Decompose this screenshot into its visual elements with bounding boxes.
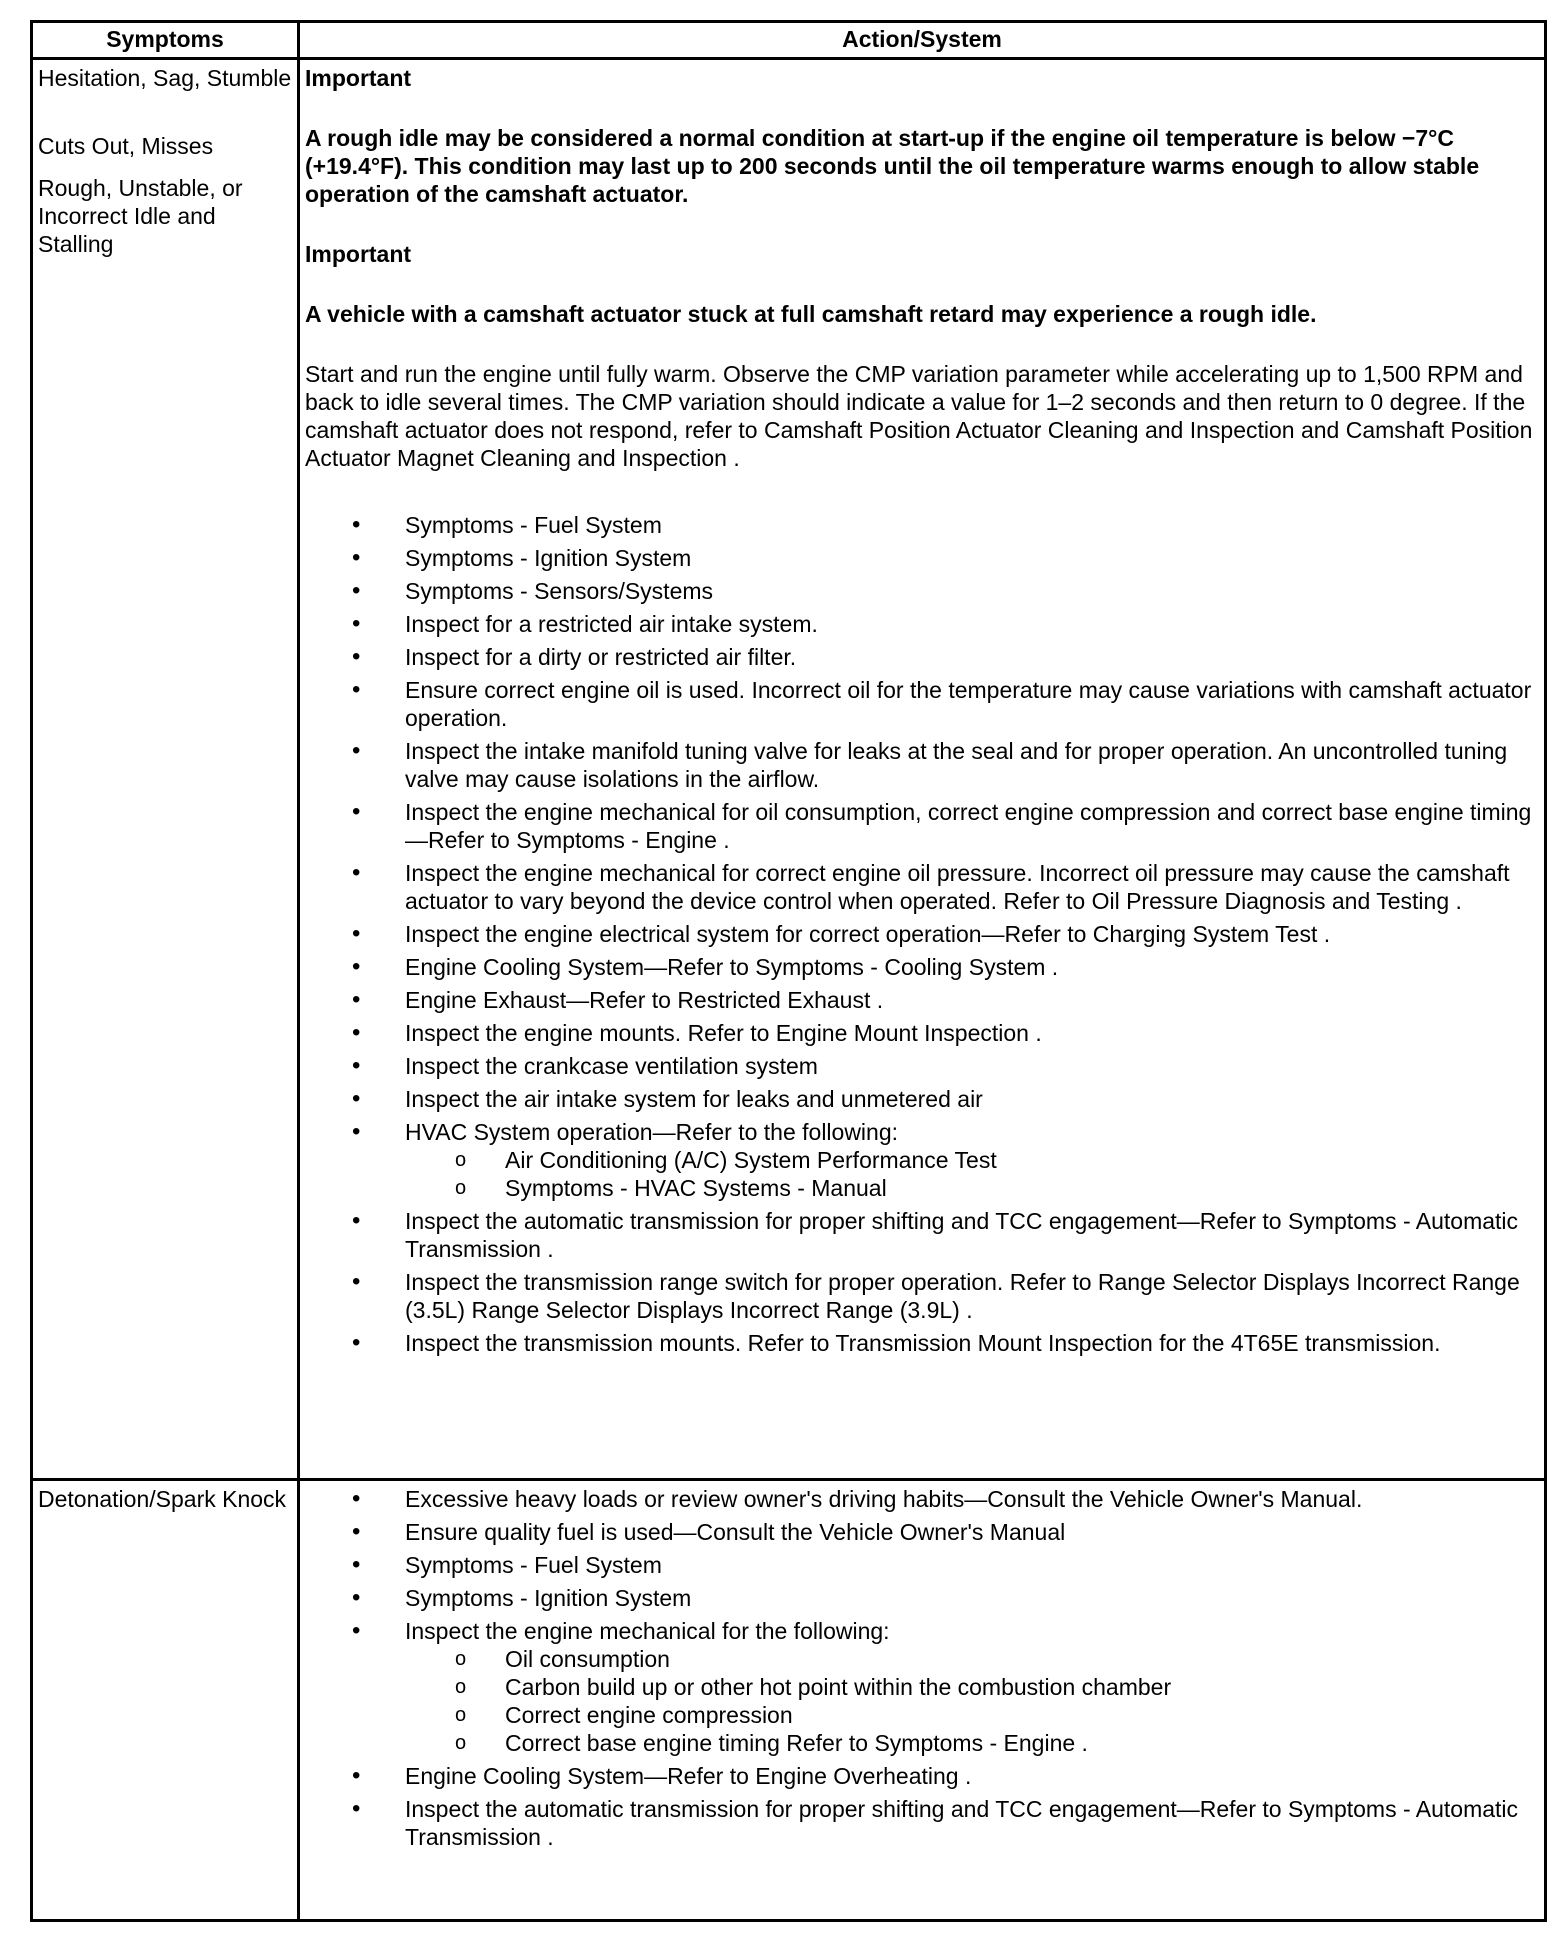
list-item: • Inspect the automatic transmission for proper shifting and TCC engagement—Refer to Symptoms - Automatic Transmission . — [305, 1795, 1539, 1851]
list-item-text: HVAC System operation—Refer to the following: — [405, 1119, 899, 1145]
symptoms-table — [30, 20, 1547, 1922]
list-item: • Inspect the crankcase ventilation system — [305, 1052, 1539, 1080]
sub-list-item: o Air Conditioning (A/C) System Performance Test — [405, 1146, 1539, 1174]
list-item: • Symptoms - Fuel System — [305, 1551, 1539, 1579]
sub-list-item: o Carbon build up or other hot point within the combustion chamber — [405, 1673, 1539, 1701]
list-item: • Engine Exhaust—Refer to Restricted Exhaust . — [305, 986, 1539, 1014]
list-item-hvac — [305, 1118, 1539, 1202]
symptom-item: Hesitation, Sag, Stumble — [38, 65, 292, 91]
list-item: • Engine Cooling System—Refer to Symptoms - Cooling System . — [305, 953, 1539, 981]
list-item: • Inspect the engine mounts. Refer to Engine Mount Inspection . — [305, 1019, 1539, 1047]
list-item: • Inspect the automatic transmission for proper shifting and TCC engagement—Refer to Symptoms - Automatic Transmission . — [305, 1207, 1539, 1263]
list-item: • Inspect the air intake system for leaks and unmetered air — [305, 1085, 1539, 1113]
action-cell — [299, 59, 1546, 1480]
symptoms-cell — [32, 59, 299, 1480]
list-item: • Symptoms - Ignition System — [305, 1584, 1539, 1612]
important-note: A rough idle may be considered a normal condition at start-up if the engine oil temperature is below −7°C (+19.4°F). This condition may last up to 200 seconds until the oil temperature warms enough to allow stable operation of the camshaft actuator. — [305, 125, 1480, 207]
procedure-paragraph: Start and run the engine until fully warm. Observe the CMP variation parameter while accelerating up to 1,500 RPM and back to idle several times. The CMP variation should indicate a value for 1–2 seconds and then return to 0 degree. If the camshaft actuator does not respond, refer to Camshaft Position Actuator Cleaning and Inspection and Camshaft Position Actuator Magnet Cleaning and Inspection . — [305, 361, 1533, 471]
list-item: • Symptoms - Sensors/Systems — [305, 577, 1539, 605]
list-item: • Inspect the engine mechanical for oil consumption, correct engine compression and correct base engine timing—Refer to Symptoms - Engine . — [305, 798, 1539, 854]
table-header-row — [32, 22, 1546, 59]
list-item: • Symptoms - Fuel System — [305, 511, 1539, 539]
list-item: • Ensure correct engine oil is used. Incorrect oil for the temperature may cause variations with camshaft actuator operation. — [305, 676, 1539, 732]
list-item: • Ensure quality fuel is used—Consult the Vehicle Owner's Manual — [305, 1518, 1539, 1546]
sub-list-item: o Oil consumption — [405, 1645, 1539, 1673]
header-symptoms: Symptoms — [32, 22, 299, 59]
header-action-system: Action/System — [299, 22, 1546, 59]
symptom-item: Detonation/Spark Knock — [38, 1486, 287, 1512]
list-item: • Engine Cooling System—Refer to Engine Overheating . — [305, 1762, 1539, 1790]
checklist — [305, 511, 1539, 1357]
list-item: • Inspect for a restricted air intake system. — [305, 610, 1539, 638]
checklist — [305, 1485, 1539, 1851]
important-note: A vehicle with a camshaft actuator stuck at full camshaft retard may experience a rough idle. — [305, 301, 1317, 327]
list-item: • Symptoms - Ignition System — [305, 544, 1539, 572]
list-item-text: Inspect the engine mechanical for the following: — [405, 1618, 890, 1644]
list-item: • Inspect the engine mechanical for correct engine oil pressure. Incorrect oil pressure may cause the camshaft actuator to vary beyond the device control when operated. Refer to Oil Pressure Diagnosis and Testing . — [305, 859, 1539, 915]
action-cell — [299, 1480, 1546, 1921]
table-row — [32, 1480, 1546, 1921]
symptom-item: Rough, Unstable, or Incorrect Idle and Stalling — [38, 175, 243, 257]
list-item: • Inspect the engine electrical system for correct operation—Refer to Charging System Test . — [305, 920, 1539, 948]
list-item: • Inspect the transmission mounts. Refer to Transmission Mount Inspection for the 4T65E transmission. — [305, 1329, 1539, 1357]
important-label: Important — [305, 65, 412, 91]
symptom-item: Cuts Out, Misses — [38, 133, 214, 159]
list-item: • Inspect the intake manifold tuning valve for leaks at the seal and for proper operation. An uncontrolled tuning valve may cause isolations in the airflow. — [305, 737, 1539, 793]
sub-list-item: o Symptoms - HVAC Systems - Manual — [405, 1174, 1539, 1202]
symptoms-cell — [32, 1480, 299, 1921]
list-item: • Inspect the transmission range switch for proper operation. Refer to Range Selector Displays Incorrect Range (3.5L) Range Selector Displays Incorrect Range (3.9L) . — [305, 1268, 1539, 1324]
sub-list-item: o Correct base engine timing Refer to Symptoms - Engine . — [405, 1729, 1539, 1757]
list-item-mechanical — [305, 1617, 1539, 1757]
list-item: • Inspect for a dirty or restricted air filter. — [305, 643, 1539, 671]
important-label: Important — [305, 241, 412, 267]
table-row — [32, 59, 1546, 1480]
sub-list — [405, 1146, 1539, 1202]
sub-list-item: o Correct engine compression — [405, 1701, 1539, 1729]
list-item: • Excessive heavy loads or review owner's driving habits—Consult the Vehicle Owner's Manual. — [305, 1485, 1539, 1513]
sub-list — [405, 1645, 1539, 1757]
